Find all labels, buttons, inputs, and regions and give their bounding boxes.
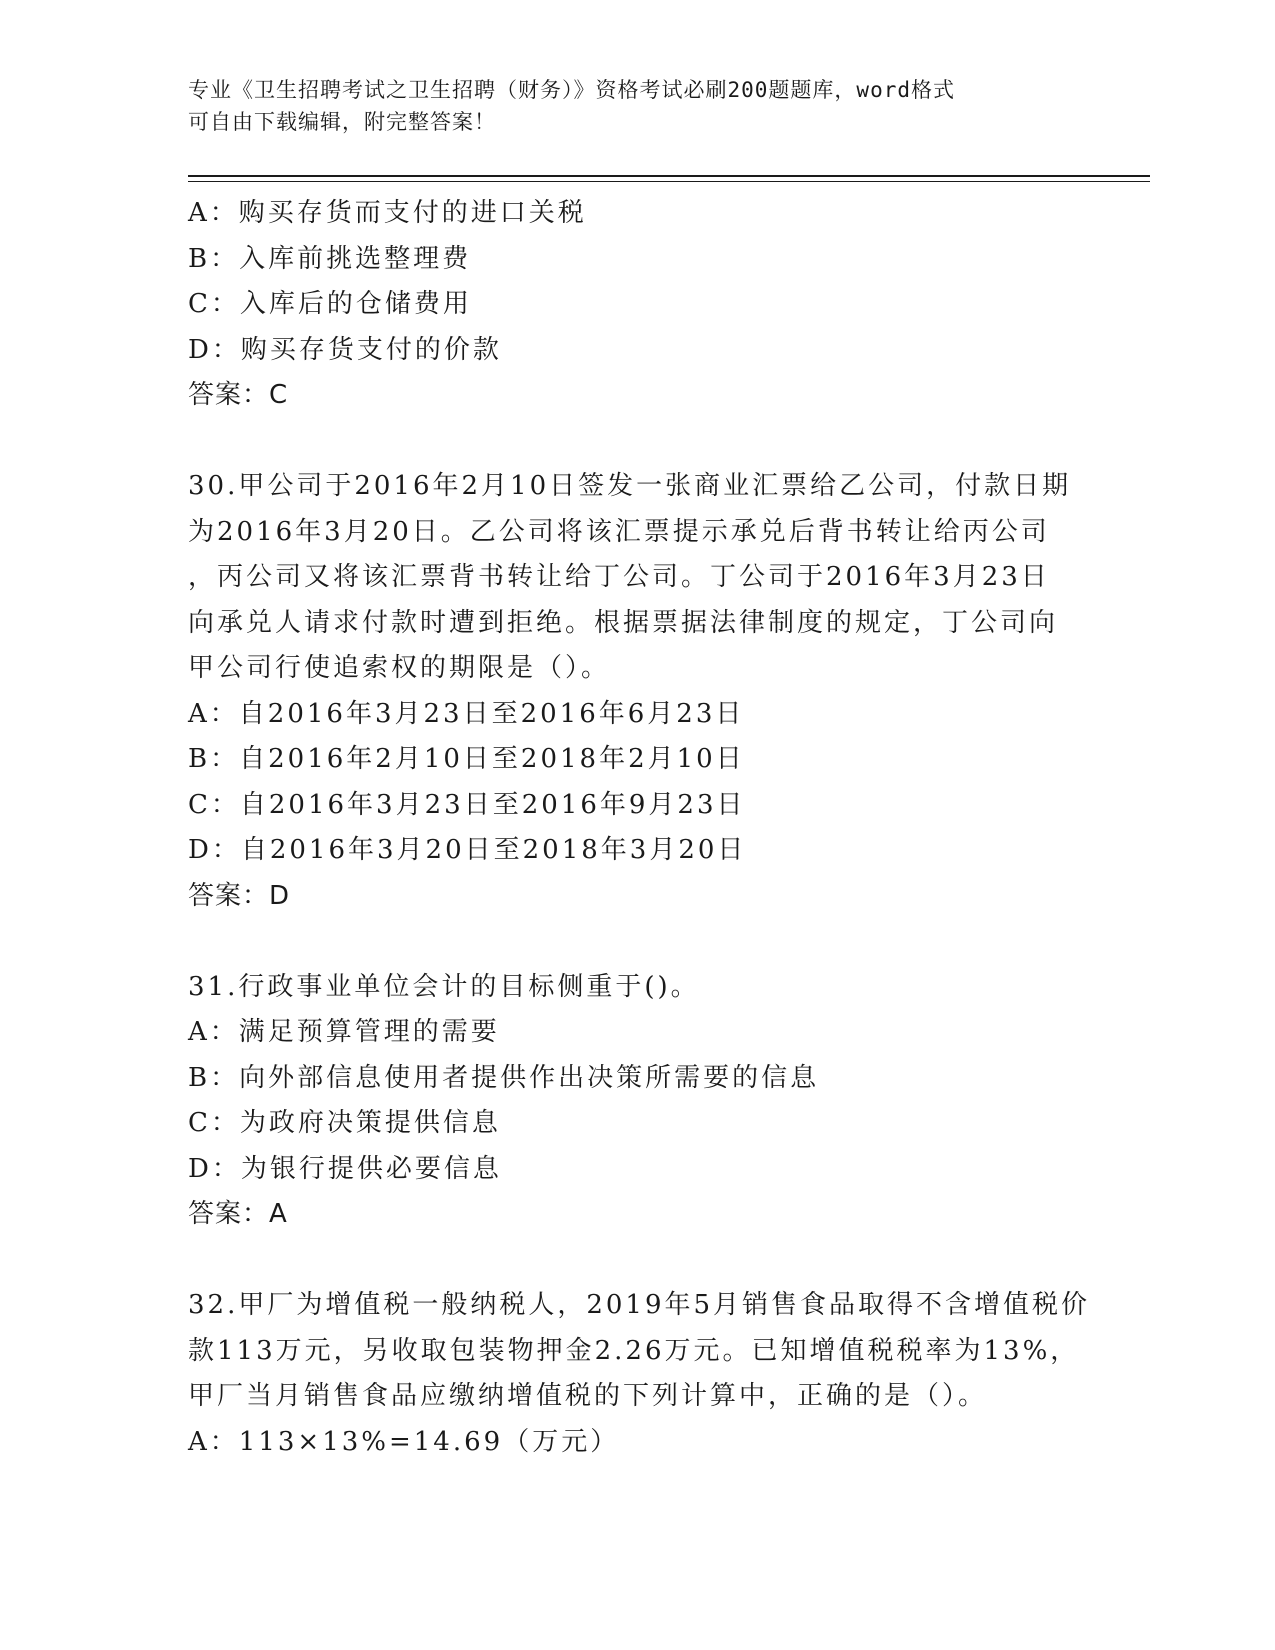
option-c: C：为政府决策提供信息 (188, 1108, 501, 1138)
spacer (188, 419, 1088, 465)
question-32 (188, 1283, 1091, 1465)
option-a: A：113×13%=14.69（万元） (188, 1426, 620, 1457)
option-a: A：满足预算管理的需要 (188, 1017, 500, 1047)
spacer (188, 1238, 1088, 1284)
header-line-1: 专业《卫生招聘考试之卫生招聘（财务）》资格考试必刷200题题库，word格式 (188, 78, 955, 102)
answer-line: 答案：A (188, 1199, 288, 1229)
header-divider-thin (188, 181, 1150, 182)
question-stem-line: 31.行政事业单位会计的目标侧重于()。 (188, 971, 700, 1002)
question-stem-line: 为2016年3月20日。乙公司将该汇票提示承兑后背书转让给丙公司 (188, 516, 1050, 547)
option-b: B：自2016年2月10日至2018年2月10日 (188, 744, 745, 774)
document-header (188, 74, 1088, 138)
option-a: A：自2016年3月23日至2016年6月23日 (188, 698, 745, 729)
option-b: B：入库前挑选整理费 (188, 243, 472, 274)
option-b: B：向外部信息使用者提供作出决策所需要的信息 (188, 1062, 820, 1093)
question-stem-line: 32.甲厂为增值税一般纳税人，2019年5月销售食品取得不含增值税价 (188, 1290, 1091, 1320)
question-31 (188, 965, 1088, 1238)
question-30 (188, 464, 1088, 919)
question-stem-line: ，丙公司又将该汇票背书转让给丁公司。丁公司于2016年3月23日 (188, 562, 1050, 592)
answer-line: 答案：C (188, 380, 289, 410)
option-c: C：入库后的仓储费用 (188, 289, 472, 319)
option-c: C：自2016年3月23日至2016年9月23日 (188, 789, 746, 820)
option-a: A：购买存货而支付的进口关税 (188, 198, 587, 228)
question-stem-line: 款113万元，另收取包装物押金2.26万元。已知增值税税率为13%， (188, 1335, 1080, 1366)
option-d: D：自2016年3月20日至2018年3月20日 (188, 835, 747, 865)
header-divider-thick (188, 175, 1150, 177)
question-stem-line: 甲厂当月销售食品应缴纳增值税的下列计算中，正确的是（）。 (188, 1381, 988, 1411)
question-stem-line: 向承兑人请求付款时遭到拒绝。根据票据法律制度的规定，丁公司向 (188, 607, 1059, 638)
header-line-2: 可自由下载编辑，附完整答案！ (188, 110, 496, 134)
question-stem-line: 甲公司行使追索权的期限是（）。 (188, 653, 611, 683)
document-body (188, 191, 1091, 1465)
answer-line: 答案：D (188, 880, 291, 911)
option-d: D：购买存货支付的价款 (188, 334, 502, 365)
question-29 (188, 191, 1088, 419)
spacer (188, 919, 1088, 965)
question-stem-line: 30.甲公司于2016年2月10日签发一张商业汇票给乙公司，付款日期 (188, 471, 1072, 501)
option-d: D：为银行提供必要信息 (188, 1153, 502, 1184)
